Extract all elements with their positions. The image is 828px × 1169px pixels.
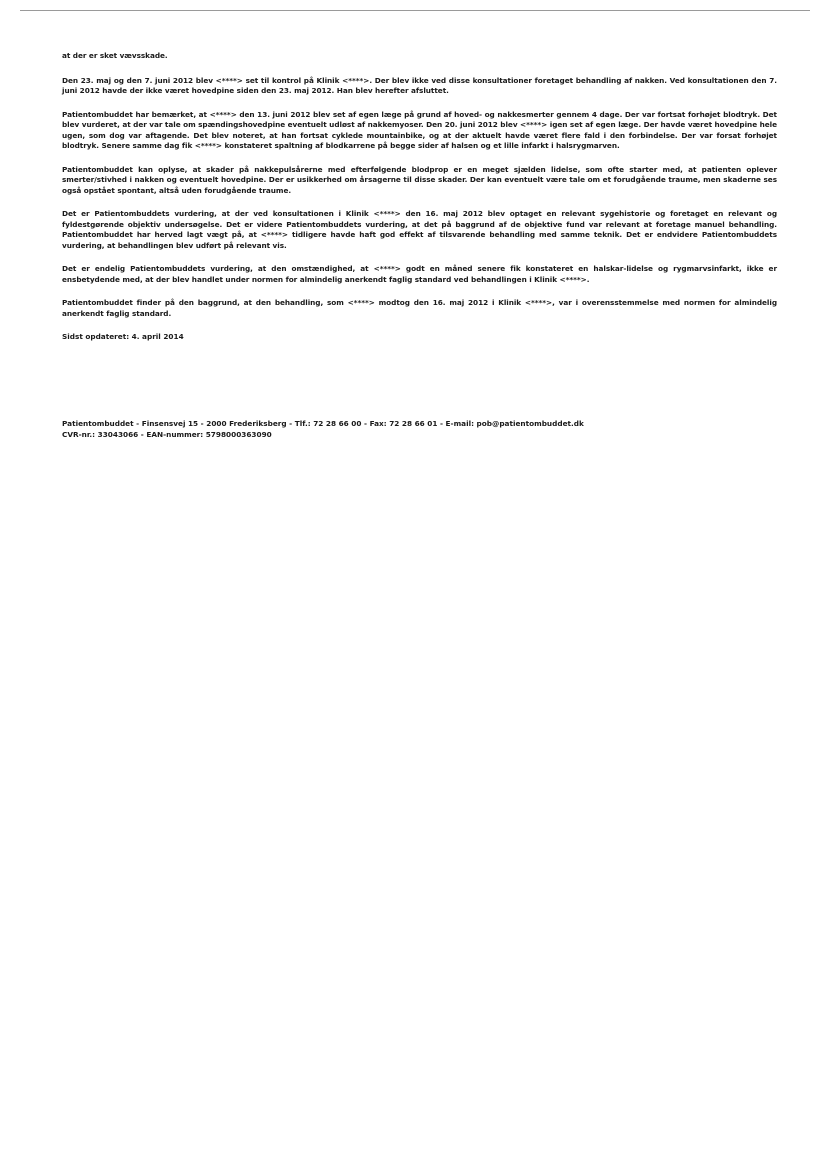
footer-registration-line: CVR-nr.: 33043066 - EAN-nummer: 5798000363090 — [62, 429, 272, 439]
paragraph: Patientombuddet finder på den baggrund, at den behandling, som <****> modtog den 16. maj 2012 i Klinik <****>, var i overensstemmelse med normen for almindelig anerkendt faglig standard. — [62, 298, 777, 318]
paragraph: Patientombuddet kan oplyse, at skader på nakkepulsårerne med efterfølgende blodprop er en meget sjælden lidelse, som ofte starter med, at patienten oplever smerter/stivhed i nakken og eventuelt hovedpine. Der er usikkerhed om årsagerne til disse skader. Der kan eventuelt være tale om et forudgående traume, men skaderne ses også opstået spontant, altså uden forudgående traume. — [62, 164, 777, 195]
paragraph: Den 23. maj og den 7. juni 2012 blev <****> set til kontrol på Klinik <****>. Der blev ikke ved disse konsultationer foretaget behandling af nakken. Ved konsultationen den 7. juni 2012 havde der ikke været hovedpine siden den 23. maj 2012. Han blev herefter afsluttet. — [62, 75, 777, 95]
top-rule — [20, 10, 810, 11]
last-updated: Sidst opdateret: 4. april 2014 — [62, 332, 184, 341]
paragraph: at der er sket vævsskade. — [62, 51, 168, 60]
paragraph: Det er endelig Patientombuddets vurdering, at den omstændighed, at <****> godt en måned senere fik konstateret en halskar-lidelse og rygmarvsinfarkt, ikke er ensbetydende med, at der blev handlet under normen for almindelig anerkendt faglig standard ved behandlingen i Klinik <****>. — [62, 264, 777, 284]
document-body — [62, 51, 777, 341]
paragraph: Det er Patientombuddets vurdering, at der ved konsultationen i Klinik <****> den 16. maj 2012 blev optaget en relevant sygehistorie og foretaget en relevant og fyldestgørende objektiv undersøgelse. Det er videre Patientombuddets vurdering, at det på baggrund af de objektive fund var relevant at foretage manuel behandling. Patientombuddet har herved lagt vægt på, at <****> tidligere havde haft god effekt af tilsvarende behandling med samme teknik. Det er endvidere Patientombuddets vurdering, at behandlingen blev udført på relevant vis. — [62, 209, 777, 250]
paragraph: Patientombuddet har bemærket, at <****> den 13. juni 2012 blev set af egen læge på grund af hoved- og nakkesmerter gennem 4 dage. Der var fortsat forhøjet blodtryk. Det blev vurderet, at der var tale om spændingshovedpine eventuelt udløst af nakkemyoser. Den 20. juni 2012 blev <****> igen set af egen læge. Der havde været hovedpine hele ugen, som dog var aftagende. Det blev noteret, at han fortsat cyklede mountainbike, og at der aktuelt havde været flere fald i den forbindelse. Der var forsat forhøjet blodtryk. Senere samme dag fik <****> konstateret spaltning af blodkarrene på begge sider af halsen og et lille infarkt i halsrygmarven. — [62, 109, 777, 150]
footer-contact-line: Patientombuddet - Finsensvej 15 - 2000 Frederiksberg - Tlf.: 72 28 66 00 - Fax: 72 28 66 01 - E-mail: pob@patientombuddet.dk — [62, 419, 584, 428]
page-footer — [62, 419, 777, 440]
